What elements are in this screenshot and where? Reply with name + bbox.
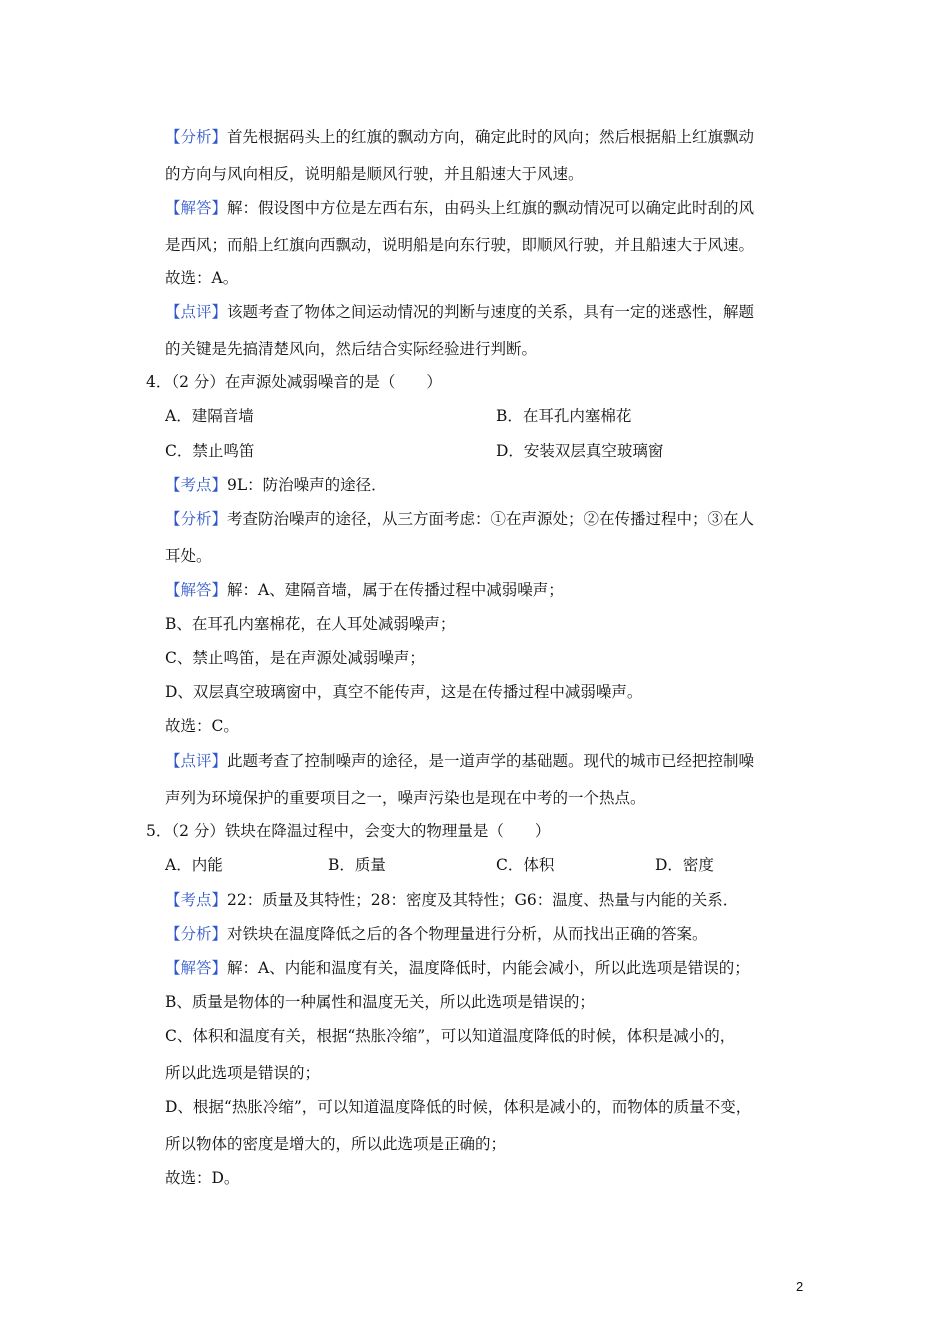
solution-tag: 【解答】 — [165, 199, 228, 217]
q5-answer: 故选：D。 — [165, 1169, 240, 1187]
q5-option-d: D．密度 — [655, 856, 714, 874]
analysis-text: 对铁块在温度降低之后的各个物理量进行分析，从而找出正确的答案。 — [227, 925, 708, 943]
analysis-text: 首先根据码头上的红旗的飘动方向，确定此时的风向；然后根据船上红旗飘动 — [227, 128, 755, 146]
solution-line — [165, 198, 754, 218]
solution-text: 解：假设图中方位是左西右东，由码头上红旗的飘动情况可以确定此时刮的风 — [227, 199, 755, 217]
analysis-text: 考查防治噪声的途径，从三方面考虑：①在声源处；②在传播过程中；③在人 — [227, 510, 755, 528]
solution-tag: 【解答】 — [165, 959, 228, 977]
q4-option-c: C．禁止鸣笛 — [165, 442, 255, 460]
q5-option-a: A．内能 — [165, 856, 223, 874]
q4-option-b: B．在耳孔内塞棉花 — [496, 407, 632, 425]
comment-text: 此题考查了控制噪声的途径，是一道声学的基础题。现代的城市已经把控制噪 — [227, 752, 755, 770]
page-number: 2 — [796, 1279, 804, 1294]
comment-text: 该题考查了物体之间运动情况的判断与速度的关系，具有一定的迷惑性，解题 — [227, 303, 755, 321]
comment-line-cont: 的关键是先搞清楚风向，然后结合实际经验进行判断。 — [165, 340, 538, 358]
q4-solution-b: B、在耳孔内塞棉花，在人耳处减弱噪声； — [165, 615, 456, 633]
q4-solution — [165, 580, 564, 600]
analysis-tag: 【分析】 — [165, 128, 228, 146]
q4-option-d: D．安装双层真空玻璃窗 — [496, 442, 664, 460]
q4-solution-d: D、双层真空玻璃窗中，真空不能传声，这是在传播过程中减弱噪声。 — [165, 683, 643, 701]
question-5-stem: 5．（2 分）铁块在降温过程中，会变大的物理量是（ ） — [146, 822, 551, 840]
comment-tag: 【点评】 — [165, 752, 228, 770]
q5-solution — [165, 958, 750, 978]
q5-option-c: C．体积 — [496, 856, 555, 874]
q4-knowledge-point — [165, 475, 387, 495]
analysis-line — [165, 127, 754, 147]
knowledge-tag: 【考点】 — [165, 476, 228, 494]
solution-text: 解：A、建隔音墙，属于在传播过程中减弱噪声； — [227, 581, 564, 599]
analysis-tag: 【分析】 — [165, 510, 228, 528]
answer-line: 故选：A。 — [165, 269, 239, 287]
question-4-stem: 4．（2 分）在声源处减弱噪音的是（ ） — [146, 373, 442, 391]
q4-analysis-cont: 耳处。 — [165, 547, 212, 565]
q5-solution-b: B、质量是物体的一种属性和温度无关，所以此选项是错误的； — [165, 993, 595, 1011]
q5-solution-c: C、体积和温度有关，根据“热胀冷缩”，可以知道温度降低的时候，体积是减小的， — [165, 1027, 736, 1045]
q5-option-b: B．质量 — [328, 856, 386, 874]
q5-knowledge-point — [165, 890, 738, 910]
q4-comment — [165, 751, 754, 771]
q5-solution-d: D、根据“热胀冷缩”，可以知道温度降低的时候，体积是减小的，而物体的质量不变， — [165, 1098, 752, 1116]
analysis-tag: 【分析】 — [165, 925, 228, 943]
q4-option-a: A．建隔音墙 — [165, 407, 254, 425]
comment-line — [165, 302, 754, 322]
q4-answer: 故选：C。 — [165, 717, 239, 735]
knowledge-text: 22：质量及其特性；28：密度及其特性；G6：温度、热量与内能的关系． — [227, 891, 739, 909]
q5-solution-c-cont: 所以此选项是错误的； — [165, 1064, 321, 1082]
knowledge-tag: 【考点】 — [165, 891, 228, 909]
analysis-line-cont: 的方向与风向相反，说明船是顺风行驶，并且船速大于风速。 — [165, 165, 584, 183]
knowledge-text: 9L：防治噪声的途径． — [227, 476, 387, 494]
q5-solution-d-cont: 所以物体的密度是增大的，所以此选项是正确的； — [165, 1135, 507, 1153]
q4-comment-cont: 声列为环境保护的重要项目之一，噪声污染也是现在中考的一个热点。 — [165, 789, 646, 807]
solution-tag: 【解答】 — [165, 581, 228, 599]
q5-analysis — [165, 924, 708, 944]
q4-solution-c: C、禁止鸣笛，是在声源处减弱噪声； — [165, 649, 425, 667]
comment-tag: 【点评】 — [165, 303, 228, 321]
q4-analysis — [165, 509, 754, 529]
solution-line-cont: 是西风；而船上红旗向西飘动，说明船是向东行驶，即顺风行驶，并且船速大于风速。 — [165, 236, 755, 254]
solution-text: 解：A、内能和温度有关，温度降低时，内能会减小，所以此选项是错误的； — [227, 959, 750, 977]
